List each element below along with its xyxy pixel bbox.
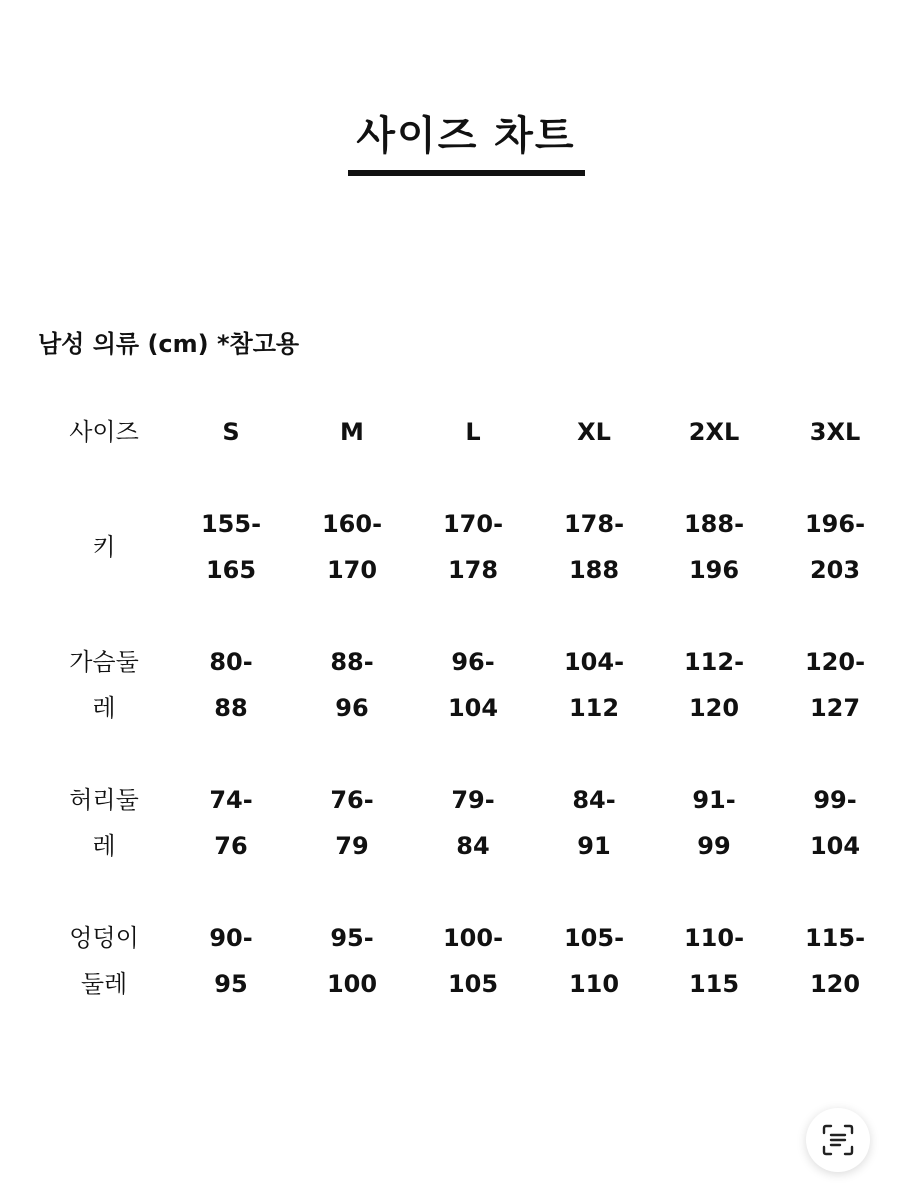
row-header: 가슴둘 레	[69, 648, 139, 722]
table-cell: 196- 203	[804, 510, 866, 584]
table-cell: 76- 79	[330, 786, 374, 860]
table-cell: 96- 104	[447, 648, 499, 722]
table-cell: 105- 110	[563, 924, 625, 998]
table-cell: 110- 115	[683, 924, 745, 998]
text-scan-button[interactable]	[806, 1108, 870, 1172]
table-cell: 100- 105	[442, 924, 504, 998]
table-cell: 90- 95	[209, 924, 253, 998]
text-scan-icon	[821, 1123, 855, 1157]
table-cell: 74- 76	[209, 786, 253, 860]
table-cell: 160- 170	[321, 510, 383, 584]
row-header: 사이즈	[69, 418, 139, 446]
page-title: 사이즈 차트	[356, 113, 576, 159]
column-header: M	[340, 418, 364, 446]
table-cell: 88- 96	[330, 648, 374, 722]
row-header: 키	[92, 533, 116, 561]
row-header: 엉덩이 둘레	[69, 924, 139, 998]
table-cell: 112- 120	[683, 648, 745, 722]
table-cell: 188- 196	[683, 510, 745, 584]
column-header: 2XL	[688, 418, 740, 446]
section-subtitle: 남성 의류 (cm) *참고용	[38, 330, 300, 358]
table-cell: 80- 88	[209, 648, 253, 722]
table-cell: 84- 91	[572, 786, 616, 860]
column-header: S	[222, 418, 240, 446]
table-cell: 91- 99	[692, 786, 736, 860]
table-cell: 95- 100	[326, 924, 378, 998]
table-cell: 120- 127	[804, 648, 866, 722]
table-cell: 99- 104	[809, 786, 861, 860]
table-cell: 155- 165	[200, 510, 262, 584]
table-cell: 178- 188	[563, 510, 625, 584]
table-cell: 79- 84	[451, 786, 495, 860]
column-header: 3XL	[809, 418, 861, 446]
column-header: XL	[577, 418, 611, 446]
row-header: 허리둘 레	[69, 786, 139, 860]
table-cell: 104- 112	[563, 648, 625, 722]
table-cell: 170- 178	[442, 510, 504, 584]
column-header: L	[465, 418, 481, 446]
table-cell: 115- 120	[804, 924, 866, 998]
